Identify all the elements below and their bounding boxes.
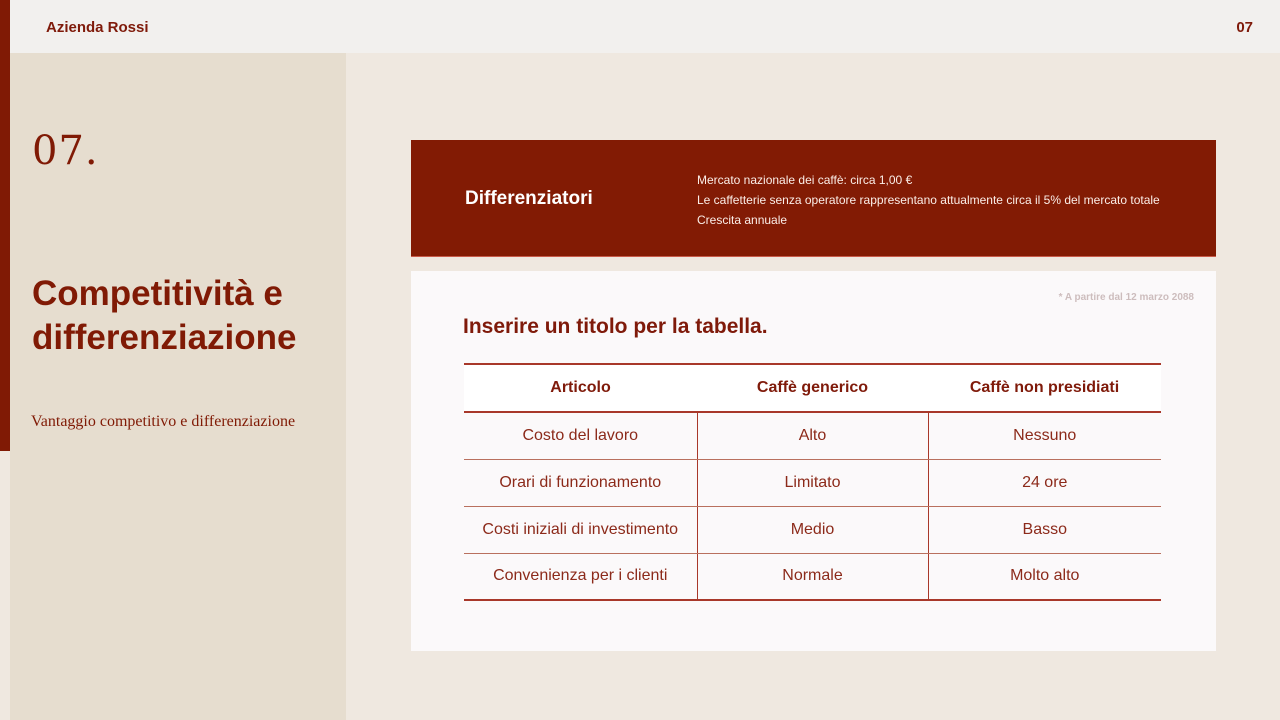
- section-subtitle: Vantaggio competitivo e differenziazione: [31, 413, 296, 430]
- table-row: [464, 412, 1161, 459]
- banner-fact: Le caffetterie senza operatore rappresentano attualmente circa il 5% del mercato totale: [697, 193, 1160, 207]
- banner-fact: Mercato nazionale dei caffè: circa 1,00 €: [697, 173, 913, 187]
- comparison-table: [464, 363, 1161, 601]
- section-number: 07.: [32, 128, 99, 174]
- column-header: Articolo: [464, 364, 697, 412]
- table-cell: Medio: [697, 506, 928, 553]
- table-row: [464, 553, 1161, 600]
- table-cell: Costi iniziali di investimento: [464, 506, 697, 553]
- table-cell: 24 ore: [928, 459, 1161, 506]
- accent-bar: [0, 0, 10, 451]
- table-cell: Orari di funzionamento: [464, 459, 697, 506]
- column-header: Caffè generico: [697, 364, 928, 412]
- footnote: * A partire dal 12 marzo 2088: [1058, 292, 1194, 303]
- table-cell: Convenienza per i clienti: [464, 553, 697, 600]
- table-card: [411, 271, 1216, 651]
- table-cell: Nessuno: [928, 412, 1161, 459]
- table-cell: Limitato: [697, 459, 928, 506]
- table-cell: Costo del lavoro: [464, 412, 697, 459]
- table-cell: Basso: [928, 506, 1161, 553]
- table-cell: Molto alto: [928, 553, 1161, 600]
- table-row: [464, 459, 1161, 506]
- top-bar: [0, 0, 1280, 53]
- differentiators-banner: [411, 140, 1216, 257]
- table-row: [464, 506, 1161, 553]
- column-header: Caffè non presidiati: [928, 364, 1161, 412]
- company-name: Azienda Rossi: [46, 19, 149, 36]
- page-number: 07: [1236, 19, 1253, 36]
- table-title: Inserire un titolo per la tabella.: [463, 315, 768, 338]
- section-title: Competitività e differenziazione: [32, 274, 297, 357]
- banner-title: Differenziatori: [465, 188, 593, 209]
- banner-fact: Crescita annuale: [697, 213, 788, 227]
- banner-facts: [697, 170, 1160, 230]
- table-cell: Alto: [697, 412, 928, 459]
- table-cell: Normale: [697, 553, 928, 600]
- table-header-row: [464, 364, 1161, 412]
